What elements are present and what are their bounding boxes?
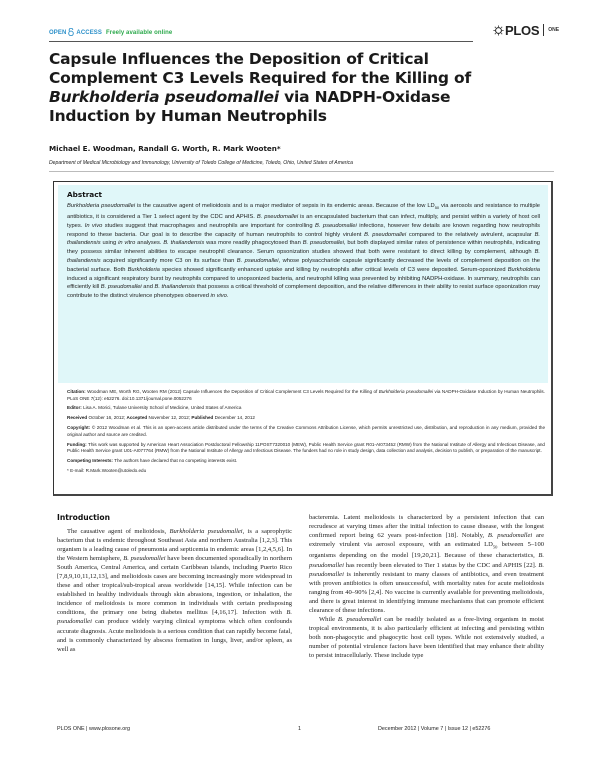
meta-label: Competing Interests: [67,457,113,463]
meta-text: Woodman ME, Worth RG, Wooten RM (2012) Capsule Influences the Deposition of Critical Complement C3 Levels Required for the Killing of [85,389,379,394]
citation [67,389,545,402]
affiliation: Department of Medical Microbiology and Immunology, University of Toledo College of Medicine, Toledo, Ohio, United States of America [49,160,353,166]
freely-available-label: Freely available online [106,30,173,36]
page-number: 1 [298,726,301,732]
text: studies suggest that macrophages and neutrophils are important for controlling [102,222,315,229]
open-access-label: OPEN [49,30,67,36]
article-metadata [67,389,545,478]
text: are extremely virulent via aerosol exposure, with an estimated LD [309,532,544,549]
journal-header [49,22,473,42]
meta-text: The authors have declared that no competing interests exist. [112,457,238,463]
open-access-badge [49,29,172,37]
open-lock-icon [68,28,74,36]
term: in vivo [210,293,227,300]
title-line [49,88,549,107]
text: is an encapsulated bacterium that can infect, multiply, and persist within a variety of host cell types. [67,213,540,229]
text: . [226,293,229,300]
text: has recently been elevated to Tier 1 status by the CDC and APHIS [22]. [343,561,539,569]
term: in vitro [118,240,136,247]
meta-text: December 14, 2012 [213,415,255,421]
meta-text: This work was supported by American Heart Association Postdoctoral Fellowship 11POST7320010 (MEW), Public Health Service grant R01-AI073452 (RMW) from the National Institute of Allergy and Infectious Disease, and Public Health Service grant U01-AI077764 (RMW) from the National Institute of Allergy and Infectious Disease. The funders had no role in study design, data collection and analysis, decision to publish, or preparation of the manuscript. [67,441,545,454]
title-species: Burkholderia pseudomallei [49,88,279,106]
introduction-heading: Introduction [57,513,111,522]
species: B. thailandensis [67,231,540,247]
meta-text: November 12, 2012; [147,415,192,421]
meta-text: © 2012 Woodman et al. This is an open-access article distributed under the terms of the Creative Commons Attribution License, which permits unrestricted use, distribution, and reproduction in any medium, provided the original author and source are credited. [67,425,545,437]
species: B. pseudomallei [364,231,407,238]
meta-label: Copyright: [67,425,91,431]
species: B. pseudomallei [309,552,544,569]
header-divider [49,41,473,42]
text: , but both displayed similar rates of persistence within neutrophils, indicating they possess similar inherent abilities to escape neutrophil clearance. Serum opsonization studies showed that both were resistant to direct killing by complement, although [67,240,540,256]
term: In vivo [84,222,103,229]
text: between 5–100 organisms depending on the model [19,20,21]. Because of these characteristics, [309,541,544,560]
text: that possess a critical threshold of complement deposition, and the relative differences in their ability to resist surface opsonization may contribute to the distinct virulence phenotypes observed [67,284,540,300]
plos-one-logo [493,22,559,38]
species: Burkholderia pseudomallei [169,528,243,535]
body-column-right [309,513,544,660]
paragraph [309,615,544,660]
text: is inherently resistant to many classes of antibiotics, and even treatment with proven antibiotics is often unsuccessful, with mortality rates for acute melioidosis ranging from 40–90% [2,4]. No vaccine is currently available for preventing melioidosis, and there is great interest in identifying immune mechanisms that can promote efficient clearance of these infections. [309,570,544,614]
paragraph [309,513,544,615]
text: , whose polysaccharide capsule significantly decreased the levels of complement deposition on the bacterial surface. Both [67,257,540,273]
species: B. thailandensis [163,240,205,247]
text: is the causative agent of melioidosis and is a major mediator of sepsis in its endemic areas. Because of the low LD [135,203,435,209]
text: was more readily phagocytosed than [204,240,303,247]
title-text: via NADPH-Oxidase [278,88,451,106]
abstract-panel [58,185,548,383]
text: While [319,615,338,623]
title-line: Complement C3 Levels Required for the Killing of [49,69,472,87]
species: Burkholderia [507,266,541,273]
paragraph [57,527,292,654]
species: B. pseudomallei [315,222,357,229]
text: can produce widely varying clinical symptoms which often confounds accurate diagnosis. Acute melioidosis is a serious condition that can rapidly become fatal, and is commonly characterized by abscess formation in lungs, liver, and/or spleen, as well as [57,618,292,653]
logo-divider [543,24,544,36]
affiliation-divider [49,171,554,172]
editor [67,405,545,412]
meta-text: Burkholderia pseudomallei [378,389,434,394]
meta-text: Lisa A. Morici, Tulane University School of Medicine, United States of America [81,405,242,411]
one-wordmark: ONE [548,27,560,33]
abstract-text [67,202,540,301]
text: compared to the relatively avirulent, acapsular [406,231,535,238]
species: B. pseudomallei [100,284,142,291]
species: B. pseudomallei [256,213,299,220]
text: acquired significantly more C3 on its surface than [100,257,237,264]
text: induced a significant respiratory burst by neutrophils compared to unopsonized bacteria, and neutrophil killing was prevented by inhibiting NADPH-oxidase. In summary, neutrophils can efficiently kill [67,275,540,291]
text: bacteremia. Latent melioidosis is characterized by a persistent infection that can recrudesce at varying times after the initial infection to cause disease, with the longest confirmed report being 62 years post-infection [18]. Notably, [309,514,544,540]
text: infections, however few details are known regarding how neutrophils respond to these bacteria. Our goal is to describe the capacity of human neutrophils to control highly virulent [67,222,540,238]
meta-label: Editor: [67,405,82,411]
meta-label: Citation: [67,389,86,394]
funding [67,442,545,455]
species: B. pseudomallei [123,555,166,563]
species: B. pseudomallei [309,561,544,578]
corresponding-email[interactable]: * E-mail: R.Mark.Wooten@utoledo.edu [67,467,147,473]
competing-interests [67,458,545,465]
text: The causative agent of melioidosis, [67,528,170,535]
species: Burkholderia [127,266,160,273]
species: B. thailandensis [67,249,540,264]
dates [67,415,545,422]
species: B. pseudomallei [337,615,382,623]
abstract-heading: Abstract [67,190,103,199]
meta-text: October 16, 2012; [87,415,127,421]
title-line: Capsule Influences the Deposition of Critical [49,50,429,68]
species: B. pseudomallei [57,609,292,626]
abstract-box [53,181,553,496]
text: analyses. [135,240,164,247]
author-list: Michael E. Woodman, Randall G. Worth, R. Mark Wooten* [49,144,281,153]
meta-label: Published [191,415,214,421]
meta-label: Funding: [67,441,87,447]
meta-text: via NADPH-Oxidase Induction by Human Neutrophils. PLoS ONE 7(12): e52276. doi:10.1371/journal.pone.0052276 [67,389,545,401]
text: and [141,284,155,291]
plos-wordmark: PLOS [505,22,540,38]
article-title [49,50,549,126]
text: can be readily isolated as a free-living organism in moist tropical environments, it is also particularly efficient at infecting and persisting within both non-phagocytic and phagocytic host cell types. While not extensively studied, a number of potential virulence factors have been identified that may enhance their ability to persist intracellularly. These include type [309,615,545,659]
body-column-left [57,527,292,654]
text: via aerosols and resistance to multiple antibiotics, it is considered a Tier 1 select agent by the CDC and APHIS. [67,203,540,220]
text: using [100,240,119,247]
species: B. pseudomallei [236,257,279,264]
title-line: Induction by Human Neutrophils [49,107,327,125]
subscript: 50 [492,544,498,550]
meta-label: Accepted [126,415,148,421]
meta-label: Received [67,415,88,421]
text: have been documented sporadically in northern South America, Central America, and certain Caribbean islands, including Puerto Rico [7,8,9,10,11,12,13], and melioidosis cases are becoming increasingly more widespread in these and other tropical/sub-tropical areas worldwide [14,15]. While infection can be established in healthy individuals through skin abrasions, ingestion, or inhalation, the incidence of melioidosis is more common in individuals with certain predisposing conditions, the primary one being diabetes mellitus [4,16,17]. Infection with [57,555,292,617]
text: species showed significantly enhanced uptake and killing by neutrophils after critical levels of C3 were deposited. Serum-opsonized [159,266,508,273]
footer-journal-url[interactable]: PLOS ONE | www.plosone.org [57,726,131,732]
species: B. pseudomallei [487,532,533,540]
species: Burkholderia pseudomallei [67,203,136,209]
footer-issue-info: December 2012 | Volume 7 | Issue 12 | e52276 [378,726,491,732]
subscript: 50 [434,205,440,211]
species: B. pseudomallei [302,240,344,247]
text: , is a saprophytic bacterium that is endemic throughout Southeast Asia and northern Australia [1,2,3]. This organism is a leading cause of pneumonia and septicemia in endemic areas [1,2,4,5,6]. In the Western hemisphere, [57,528,292,563]
copyright [67,425,545,438]
species: B. thailandensis [154,284,196,291]
plos-burst-icon [493,25,504,36]
access-label: ACCESS [76,30,103,36]
